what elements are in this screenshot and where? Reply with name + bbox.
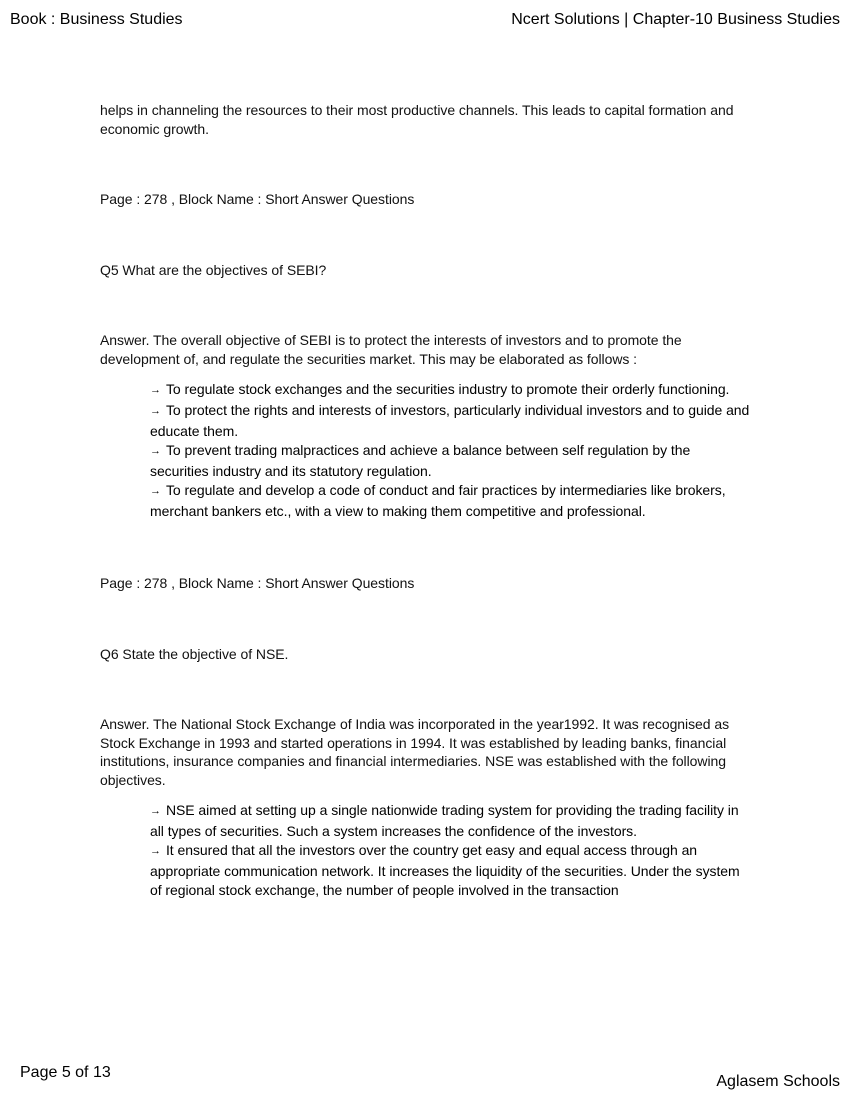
answer-6: Answer. The National Stock Exchange of India was incorporated in the year1992. It was recognised as Stock Exchange in 1993 and started operations in 1994. It was established by leading banks, financial institutions, insurance companies and financial intermediaries. NSE was established with the following objectives.	[100, 716, 730, 788]
list-item: → To regulate and develop a code of conduct and fair practices by intermediaries like brokers, merchant bankers etc., with a view to making them competitive and professional.	[150, 482, 726, 519]
question-6: Q6 State the objective of NSE.	[100, 645, 289, 662]
question-5: Q5 What are the objectives of SEBI?	[100, 261, 327, 278]
arrow-right-icon: →	[150, 845, 161, 857]
list-item: → To protect the rights and interests of investors, particularly individual investors and to guide and educate them.	[150, 402, 750, 439]
arrow-right-icon: →	[150, 445, 161, 457]
list-item: → To regulate stock exchanges and the securities industry to promote their orderly functioning.	[150, 380, 752, 401]
arrow-right-icon: →	[150, 485, 161, 497]
answer-5: Answer. The overall objective of SEBI is to protect the interests of investors and to promote the development of, and regulate the securities market. This may be elaborated as follows :	[100, 332, 682, 367]
header-book-title: Book : Business Studies	[10, 11, 183, 28]
list-item: → NSE aimed at setting up a single nationwide trading system for providing the trading facility in all types of securities. Such a system increases the confidence of the investors.	[150, 802, 739, 839]
arrow-right-icon: →	[150, 805, 161, 817]
intro-paragraph: helps in channeling the resources to their most productive channels. This leads to capital formation and economic growth.	[100, 102, 734, 137]
list-item: → To prevent trading malpractices and achieve a balance between self regulation by the securities industry and its statutory regulation.	[150, 442, 691, 479]
answer-5-bullet-list	[100, 380, 752, 521]
page-reference: Page : 278 , Block Name : Short Answer Questions	[100, 575, 415, 591]
list-item: → It ensured that all the investors over the country get easy and equal access through an appropriate communication network. It increases the liquidity of the securities. Under the system of regional stock exchange, the number of people involved in the transaction	[150, 842, 740, 898]
arrow-right-icon: →	[150, 384, 161, 396]
answer-6-bullet-list	[100, 801, 752, 900]
brand-label: Aglasem Schools	[716, 1073, 840, 1090]
document-body	[100, 101, 752, 900]
header-chapter-title: Ncert Solutions | Chapter-10 Business Studies	[511, 11, 840, 28]
arrow-right-icon: →	[150, 405, 161, 417]
page-number: Page 5 of 13	[20, 1064, 111, 1081]
page-reference: Page : 278 , Block Name : Short Answer Questions	[100, 191, 415, 207]
